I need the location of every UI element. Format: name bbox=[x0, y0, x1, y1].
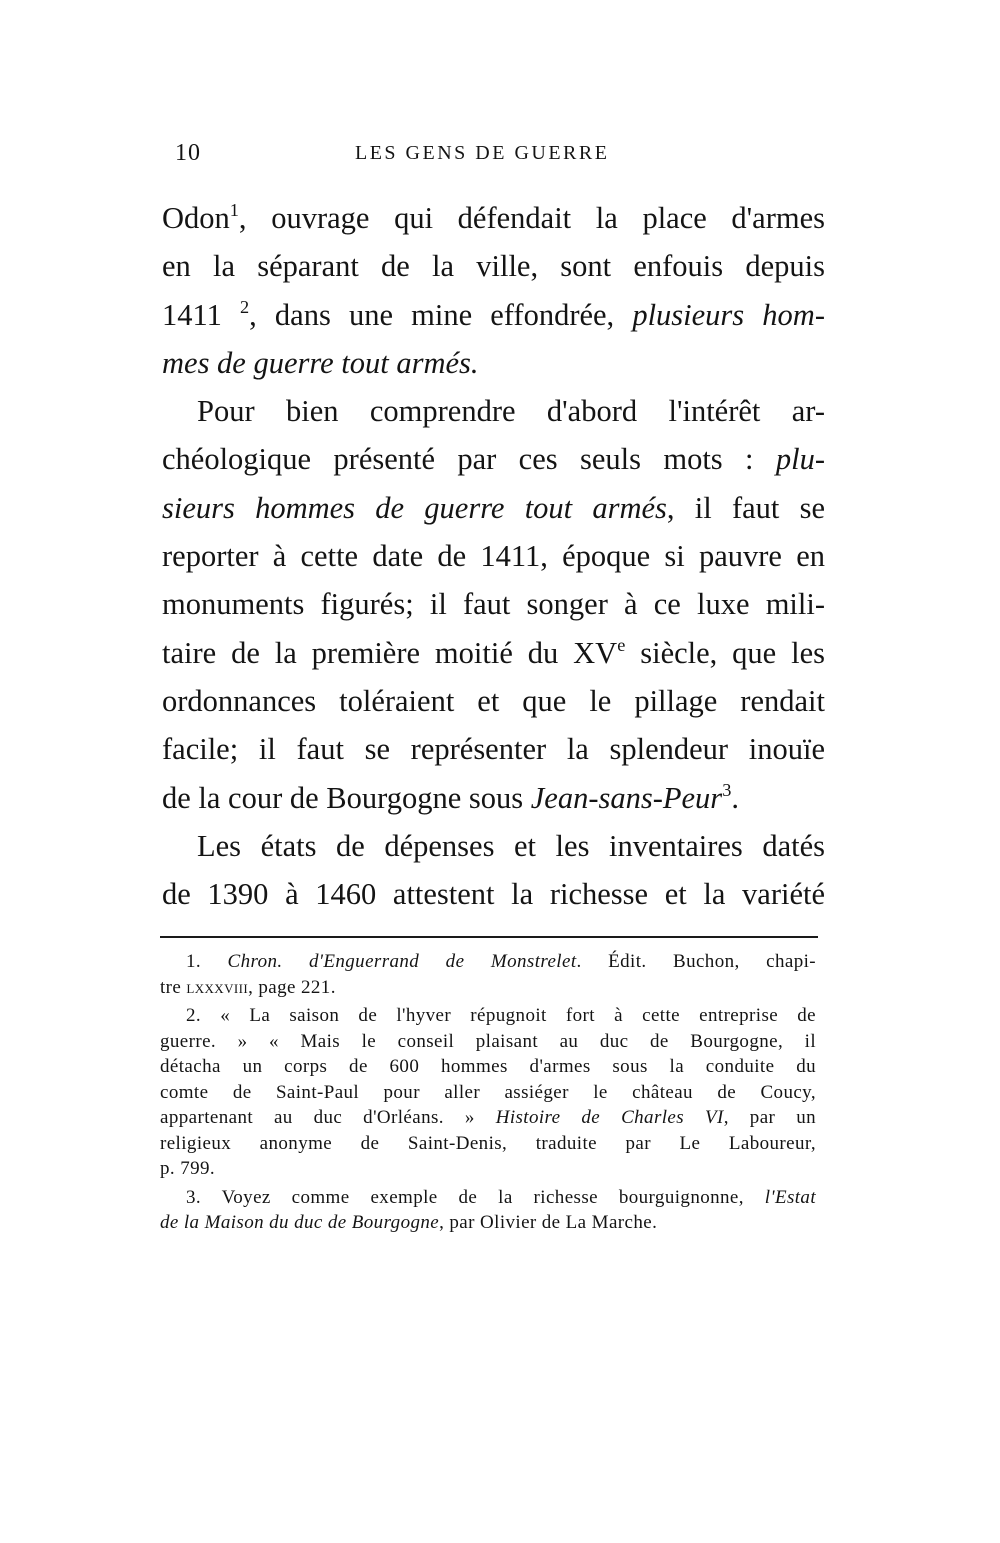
footnote-ref-2[interactable]: 2 bbox=[240, 296, 250, 317]
paragraph-3 bbox=[162, 822, 825, 919]
footnotes bbox=[160, 949, 816, 1236]
running-header bbox=[175, 140, 645, 174]
text-line: chéologique présenté par ces seuls mots : plu- bbox=[162, 442, 825, 477]
footnote-line: p. 799. bbox=[160, 1158, 216, 1179]
text-line: Odon$^1$, ouvrage qui défendait la place d'armes bbox=[162, 200, 825, 235]
text-line: taire de la première moitié du XVe siècle, que les bbox=[162, 634, 825, 670]
paragraph-2 bbox=[162, 387, 825, 822]
main-text bbox=[162, 194, 825, 918]
footnote-line: 2. « La saison de l'hyver répugnoit fort à cette entreprise de bbox=[186, 1005, 816, 1026]
footnote-line: appartenant au duc d'Orléans. » Histoire de Charles VI, par un bbox=[160, 1107, 816, 1128]
footnote-line: de la Maison du duc de Bourgogne, par Olivier de La Marche. bbox=[160, 1212, 658, 1233]
page-number: 10 bbox=[175, 140, 201, 166]
text-line: de 1390 à 1460 attestent la richesse et la variété bbox=[162, 877, 825, 912]
footnote-line: religieux anonyme de Saint-Denis, traduite par Le Laboureur, bbox=[160, 1132, 816, 1154]
text-line: en la séparant de la ville, sont enfouis depuis bbox=[162, 249, 825, 284]
text-line: facile; il faut se représenter la splendeur inouïe bbox=[162, 732, 825, 767]
footnote-line: guerre. » « Mais le conseil plaisant au duc de Bourgogne, il bbox=[160, 1030, 816, 1052]
text-line: reporter à cette date de 1411, époque si pauvre en bbox=[162, 539, 825, 574]
footnote-divider bbox=[160, 936, 818, 938]
text-line: sieurs hommes de guerre tout armés, il faut se bbox=[162, 490, 825, 525]
text-line: Pour bien comprendre d'abord l'intérêt ar- bbox=[197, 394, 825, 429]
footnote-ref-3[interactable]: 3 bbox=[722, 779, 732, 800]
footnote-line: détacha un corps de 600 hommes d'armes sous la conduite du bbox=[160, 1056, 816, 1077]
text-line: 1411 $^2$, dans une mine effondrée, plusieurs hom- bbox=[162, 296, 825, 332]
text-line: monuments figurés; il faut songer à ce luxe mili- bbox=[162, 587, 825, 622]
text-line: de la cour de Bourgogne sous Jean-sans-Peur$^3$. bbox=[162, 779, 739, 815]
footnote-ref-1[interactable]: 1 bbox=[229, 200, 239, 221]
footnote-3 bbox=[160, 1185, 816, 1236]
footnote-line: comte de Saint-Paul pour aller assiéger le château de Coucy, bbox=[160, 1081, 816, 1103]
text-line: ordonnances toléraient et que le pillage rendait bbox=[162, 683, 825, 718]
footnote-line: 1. Chron. d'Enguerrand de Monstrelet. Édit. Buchon, chapi- bbox=[186, 951, 817, 972]
text-line: Les états de dépenses et les inventaires datés bbox=[197, 828, 825, 863]
footnote-1 bbox=[160, 949, 816, 1000]
footnote-2 bbox=[160, 1003, 816, 1182]
running-title: LES GENS DE GUERRE bbox=[355, 142, 610, 164]
footnote-line: tre lxxxviii, page 221. bbox=[160, 976, 336, 998]
footnote-line: 3. Voyez comme exemple de la richesse bourguignonne, l'Estat bbox=[186, 1186, 816, 1208]
text-line: mes de guerre tout armés. bbox=[162, 345, 479, 380]
paragraph-1 bbox=[162, 194, 825, 387]
